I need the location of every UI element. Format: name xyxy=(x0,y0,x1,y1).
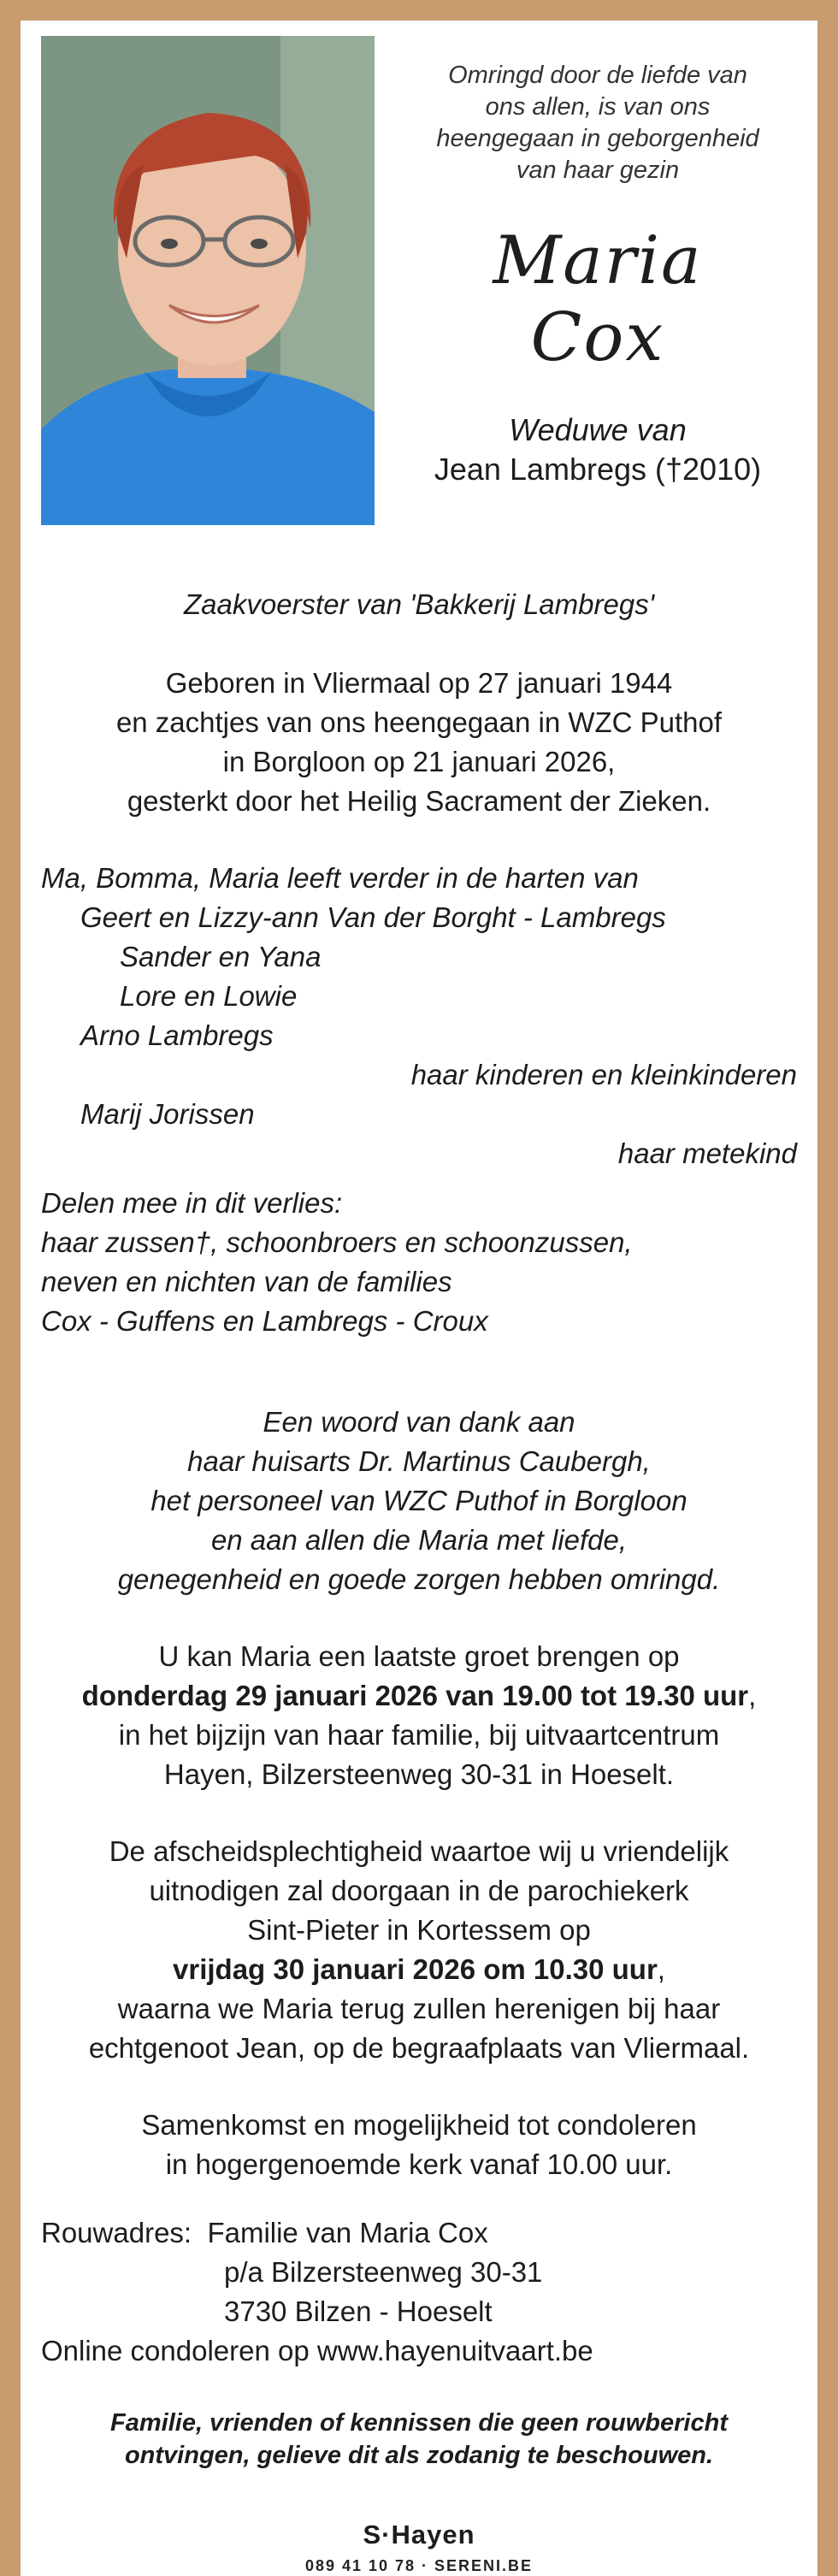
hayen-logo: S·Hayen xyxy=(363,2520,475,2549)
online-condolence-link[interactable]: Online condoleren op www.hayenuitvaart.be xyxy=(41,2335,593,2366)
ceremony-line: uitnodigen zal doorgaan in de parochiekerk xyxy=(149,1875,689,1906)
notice xyxy=(41,2407,797,2472)
intro-line: Omringd door de liefde van xyxy=(448,62,747,89)
first-name: Maria xyxy=(493,222,703,299)
address-line: p/a Bilzersteenweg 30-31 xyxy=(224,2256,543,2288)
portrait-photo xyxy=(41,36,375,525)
ceremony-date-comma: , xyxy=(657,1953,665,1985)
loss-line: Cox - Guffens en Lambregs - Croux xyxy=(41,1305,488,1337)
ceremony-date: vrijdag 30 januari 2026 om 10.30 uur xyxy=(173,1953,658,1985)
widow-label: Weduwe van xyxy=(509,412,687,447)
family-member: Lore en Lowie xyxy=(120,980,298,1012)
family-intro: Ma, Bomma, Maria leeft verder in de harten van xyxy=(41,862,639,894)
last-name: Cox xyxy=(530,299,665,376)
loss-line: haar zussen†, schoonbroers en schoonzussen, xyxy=(41,1226,633,1258)
visit-date-line xyxy=(41,1676,797,1716)
obituary-card xyxy=(21,21,817,2576)
ceremony-line: De afscheidsplechtigheid waartoe wij u vriendelijk xyxy=(109,1835,729,1867)
gathering xyxy=(41,2106,797,2184)
birth-and-death xyxy=(41,664,797,821)
footer-contact: 089 41 10 78 · SERENI.BE xyxy=(267,2555,571,2576)
family-member: Sander en Yana xyxy=(120,941,322,972)
birth-line: in Borgloon op 21 januari 2026, xyxy=(222,746,616,777)
occupation: Zaakvoerster van 'Bakkerij Lambregs' xyxy=(184,588,654,620)
ceremony-line: Sint-Pieter in Kortessem op xyxy=(247,1914,591,1946)
ceremony xyxy=(41,1832,797,2068)
thanks-line: genegenheid en goede zorgen hebben omringd. xyxy=(117,1563,721,1595)
ceremony-date-line xyxy=(41,1950,797,1989)
birth-line: Geboren in Vliermaal op 27 januari 1944 xyxy=(165,667,673,699)
visitation xyxy=(41,1637,797,1794)
visit-line: Hayen, Bilzersteenweg 30-31 in Hoeselt. xyxy=(163,1758,675,1790)
intro-line: ons allen, is van ons xyxy=(485,93,711,121)
ceremony-line: echtgenoot Jean, op de begraafplaats van Vliermaal. xyxy=(88,2032,750,2064)
thanks-line: het personeel van WZC Puthof in Borgloon xyxy=(150,1485,688,1516)
birth-line: en zachtjes van ons heengegaan in WZC Puthof xyxy=(115,706,723,738)
family-role: haar kinderen en kleinkinderen xyxy=(410,1059,797,1090)
family-member: Geert en Lizzy-ann Van der Borght - Lambregs xyxy=(80,901,666,933)
spouse-name: Jean Lambregs (†2010) xyxy=(434,452,762,487)
thanks-line: haar huisarts Dr. Martinus Caubergh, xyxy=(187,1445,651,1477)
visit-date: donderdag 29 januari 2026 van 19.00 tot 19.30 uur xyxy=(81,1680,749,1711)
address-label: Rouwadres: xyxy=(41,2217,192,2248)
notice-line: Familie, vrienden of kennissen die geen rouwbericht xyxy=(110,2409,728,2437)
mourning-address xyxy=(41,2213,797,2371)
loss-line: Delen mee in dit verlies: xyxy=(41,1187,343,1219)
family-role: haar metekind xyxy=(617,1137,797,1169)
visit-date-comma: , xyxy=(748,1680,757,1711)
thanks xyxy=(41,1403,797,1599)
thanks-line: Een woord van dank aan xyxy=(263,1406,575,1438)
intro-line: van haar gezin xyxy=(516,157,680,184)
address-line: 3730 Bilzen - Hoeselt xyxy=(224,2295,493,2327)
widow-of xyxy=(397,411,799,489)
family-member: Arno Lambregs xyxy=(80,1019,274,1051)
visit-line: U kan Maria een laatste groet brengen op xyxy=(158,1640,680,1672)
thanks-line: en aan allen die Maria met liefde, xyxy=(210,1524,628,1556)
intro-text xyxy=(397,60,799,186)
intro-line: heengegaan in geborgenheid xyxy=(436,125,759,152)
shared-loss xyxy=(41,1184,797,1341)
gathering-line: in hogergenoemde kerk vanaf 10.00 uur. xyxy=(165,2148,673,2180)
notice-line: ontvingen, gelieve dit als zodanig te beschouwen. xyxy=(124,2442,714,2469)
ceremony-line: waarna we Maria terug zullen herenigen bij haar xyxy=(117,1993,721,2024)
loss-line: neven en nichten van de families xyxy=(41,1266,452,1297)
visit-line: in het bijzijn van haar familie, bij uitvaartcentrum xyxy=(118,1719,720,1751)
family-member: Marij Jorissen xyxy=(80,1098,255,1130)
gathering-line: Samenkomst en mogelijkheid tot condoleren xyxy=(141,2109,697,2141)
address-line: Familie van Maria Cox xyxy=(207,2217,488,2248)
portrait-image xyxy=(41,36,375,525)
birth-line: gesterkt door het Heilig Sacrament der Zieken. xyxy=(127,785,711,817)
address-first-line xyxy=(41,2213,797,2253)
family-list xyxy=(41,859,797,1173)
